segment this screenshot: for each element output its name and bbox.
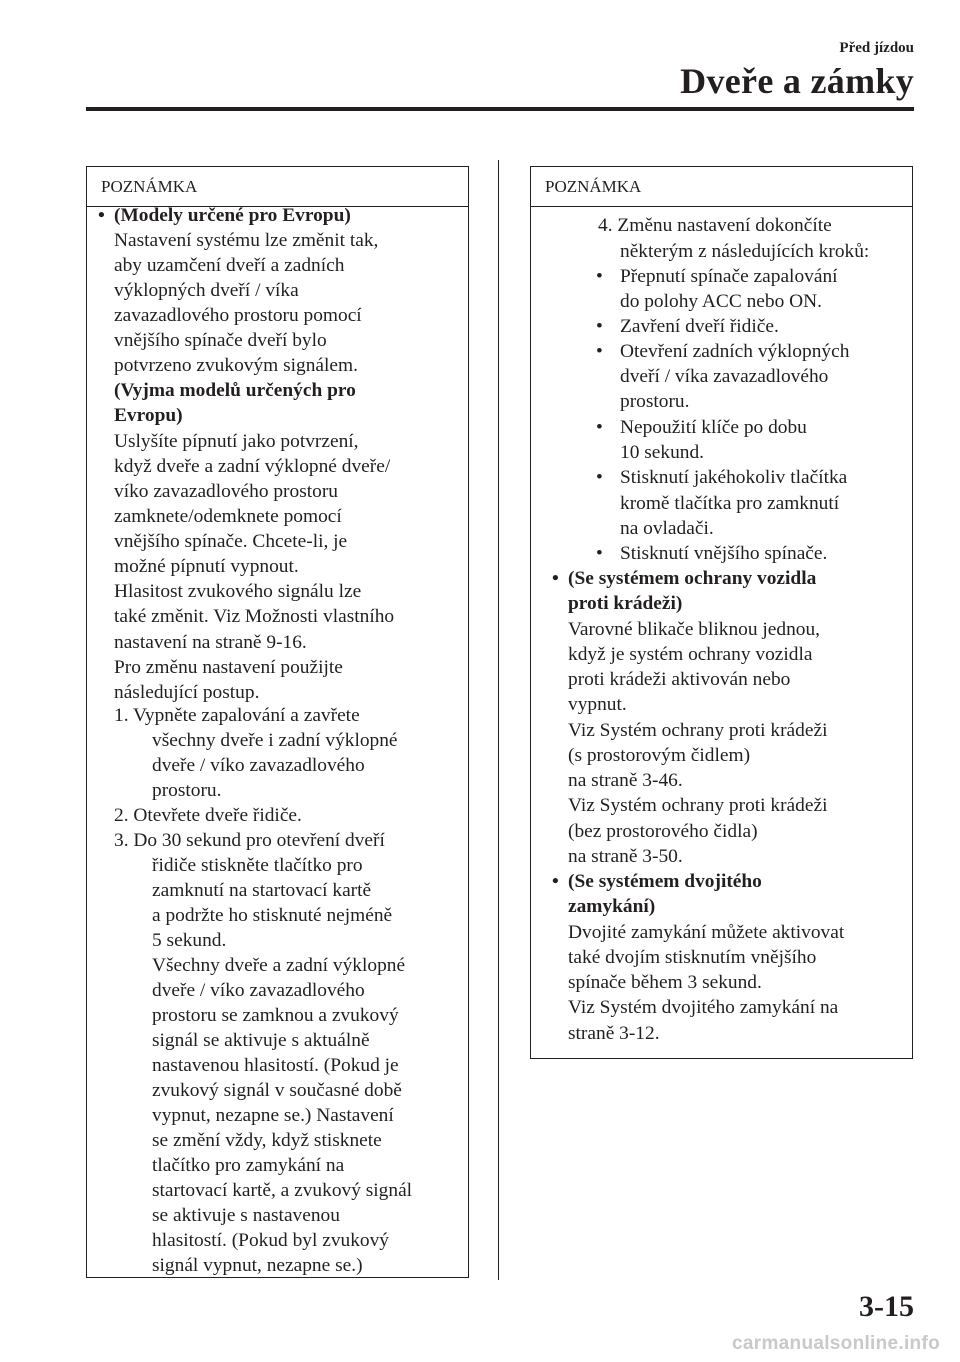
note-line: (Vyjma modelů určených pro	[114, 380, 356, 401]
note-line: také dvojím stisknutím vnějšího	[568, 947, 817, 968]
note-line: zamknutí na startovací kartě	[152, 880, 372, 901]
note-line: Stisknutí jakéhokoliv tlačítka	[620, 467, 848, 488]
note-line: víko zavazadlového prostoru	[114, 481, 338, 502]
note-line: Zavření dveří řidiče.	[620, 316, 779, 337]
note-line: Viz Systém dvojitého zamykání na	[568, 997, 839, 1018]
page-title: Dveře a zámky	[680, 61, 914, 101]
note-line: 2. Otevřete dveře řidiče.	[114, 805, 302, 826]
bullet-icon: •	[552, 568, 559, 589]
note-line: na ovladači.	[620, 518, 714, 539]
note-line: následující postup.	[114, 682, 260, 703]
note-line: zvukový signál v současné době	[152, 1080, 402, 1101]
footer-watermark: carmanualsonline.info	[732, 1333, 940, 1354]
note-line: (Se systémem dvojitého	[568, 871, 762, 892]
note-line: vypnut.	[568, 694, 627, 715]
bullet-icon: •	[596, 467, 603, 488]
note-line: Viz Systém ochrany proti krádeži	[568, 720, 828, 741]
bullet-icon: •	[552, 871, 559, 892]
note-line: 5 sekund.	[152, 930, 227, 951]
note-line: na straně 3-50.	[568, 846, 683, 867]
bullet-icon: •	[596, 543, 603, 564]
note-line: možné pípnutí vypnout.	[114, 556, 299, 577]
note-line: některým z následujících kroků:	[620, 241, 870, 262]
note-line: (s prostorovým čidlem)	[568, 745, 751, 766]
note-line: Přepnutí spínače zapalování	[620, 266, 838, 287]
note-line: Viz Systém ochrany proti krádeži	[568, 795, 828, 816]
note-line: 4. Změnu nastavení dokončíte	[598, 215, 832, 236]
note-line: (Modely určené pro Evropu)	[114, 205, 351, 226]
note-line: Nepoužití klíče po dobu	[620, 417, 807, 438]
note-line: dveře / víko zavazadlového	[152, 980, 365, 1001]
note-line: nastavení na straně 9-16.	[114, 632, 307, 653]
note-line: když je systém ochrany vozidla	[568, 644, 813, 665]
column-divider	[498, 160, 499, 1280]
bullet-icon: •	[596, 341, 603, 362]
note-line: Hlasitost zvukového signálu lze	[114, 581, 362, 602]
note-line: Varovné blikače bliknou jednou,	[568, 619, 821, 640]
note-line: Evropu)	[114, 405, 183, 426]
note-line: Pro změnu nastavení použijte	[114, 657, 343, 678]
note-line: do polohy ACC nebo ON.	[620, 291, 822, 312]
note-line: na straně 3-46.	[568, 770, 683, 791]
note-line: kromě tlačítka pro zamknutí	[620, 493, 840, 514]
note-line: 1. Vypněte zapalování a zavřete	[114, 705, 360, 726]
section-label: Před jízdou	[839, 40, 914, 56]
note-line: Nastavení systému lze změnit tak,	[114, 230, 379, 251]
note-line: hlasitostí. (Pokud byl zvukový	[152, 1230, 389, 1251]
note-line: startovací kartě, a zvukový signál	[152, 1180, 413, 1201]
note-line: nastavenou hlasitostí. (Pokud je	[152, 1055, 399, 1076]
note-line: zamknete/odemknete pomocí	[114, 506, 342, 527]
note-line: (bez prostorového čidla)	[568, 821, 758, 842]
note-line: se změní vždy, když stisknete	[152, 1130, 382, 1151]
note-line: a podržte ho stisknuté nejméně	[152, 905, 393, 926]
note-line: výklopných dveří / víka	[114, 280, 299, 301]
note-line: dveře / víko zavazadlového	[152, 755, 365, 776]
note-line: 10 sekund.	[620, 442, 705, 463]
note-heading: POZNÁMKA	[87, 167, 468, 207]
note-line: proti krádeži)	[568, 593, 683, 614]
note-line: všechny dveře i zadní výklopné	[152, 730, 398, 751]
note-box-right	[530, 166, 913, 1059]
note-line: 3. Do 30 sekund pro otevření dveří	[114, 830, 385, 851]
note-line: se aktivuje s nastavenou	[152, 1205, 340, 1226]
note-line: také změnit. Viz Možnosti vlastního	[114, 606, 395, 627]
note-line: straně 3-12.	[568, 1023, 660, 1044]
bullet-icon: •	[98, 205, 105, 226]
note-line: vnějšího spínače. Chcete-li, je	[114, 531, 348, 552]
page-number: 3-15	[859, 1290, 914, 1323]
note-line: dveří / víka zavazadlového	[620, 366, 829, 387]
note-line: když dveře a zadní výklopné dveře/	[114, 456, 391, 477]
note-line: prostoru se zamknou a zvukový	[152, 1005, 399, 1026]
note-line: Stisknutí vnějšího spínače.	[620, 543, 828, 564]
note-line: signál se aktivuje s aktuálně	[152, 1030, 370, 1051]
note-line: spínače během 3 sekund.	[568, 972, 762, 993]
note-line: potvrzeno zvukovým signálem.	[114, 355, 358, 376]
note-heading: POZNÁMKA	[531, 167, 912, 207]
note-line: zavazadlového prostoru pomocí	[114, 305, 362, 326]
note-line: řidiče stiskněte tlačítko pro	[152, 855, 363, 876]
note-line: zamykání)	[568, 896, 656, 917]
bullet-icon: •	[596, 266, 603, 287]
note-line: Dvojité zamykání můžete aktivovat	[568, 922, 845, 943]
bullet-icon: •	[596, 316, 603, 337]
note-line: vypnut, nezapne se.) Nastavení	[152, 1105, 394, 1126]
note-line: Otevření zadních výklopných	[620, 341, 850, 362]
header-rule	[86, 107, 914, 111]
note-line: Uslyšíte pípnutí jako potvrzení,	[114, 431, 359, 452]
note-line: proti krádeži aktivován nebo	[568, 669, 791, 690]
note-line: aby uzamčení dveří a zadních	[114, 255, 345, 276]
note-line: signál vypnut, nezapne se.)	[152, 1255, 363, 1276]
note-line: Všechny dveře a zadní výklopné	[152, 955, 406, 976]
note-line: vnějšího spínače dveří bylo	[114, 330, 327, 351]
note-line: (Se systémem ochrany vozidla	[568, 568, 817, 589]
bullet-icon: •	[596, 417, 603, 438]
note-box-left	[86, 166, 469, 1278]
note-line: prostoru.	[152, 780, 222, 801]
note-line: prostoru.	[620, 391, 690, 412]
note-line: tlačítko pro zamykání na	[152, 1155, 345, 1176]
